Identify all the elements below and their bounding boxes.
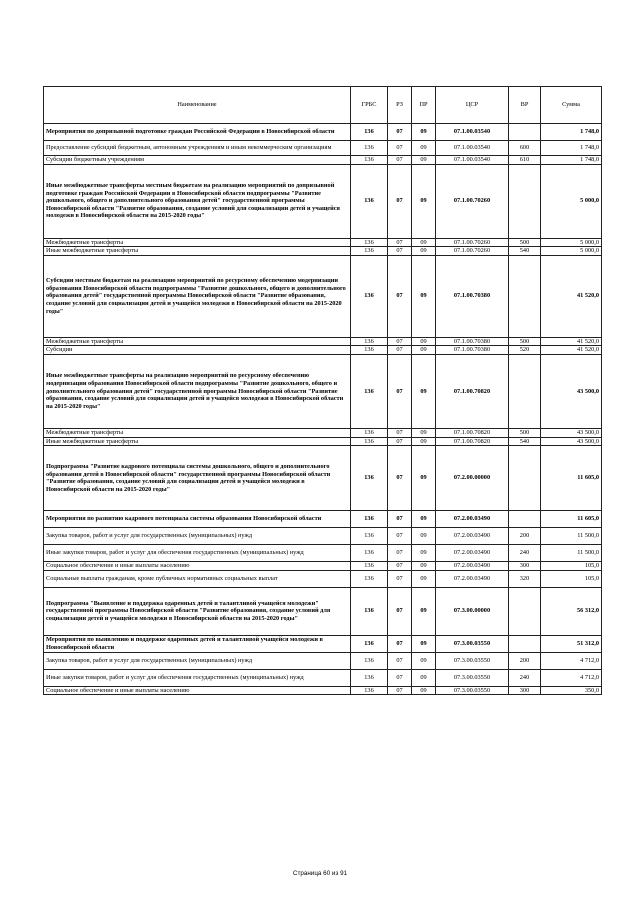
table-row (44, 669, 602, 686)
cell-rz: 07 (388, 346, 412, 355)
cell-grbs: 136 (351, 562, 388, 571)
cell-csr: 07.1.00.70260 (436, 164, 509, 238)
cell-sum: 41 520,0 (541, 346, 602, 355)
cell-rz: 07 (388, 446, 412, 511)
cell-csr: 07.1.00.70380 (436, 346, 509, 355)
cell-rz: 07 (388, 570, 412, 587)
cell-name: Социальное обеспечение и иные выплаты населению (44, 562, 351, 571)
cell-sum: 1 748,0 (541, 124, 602, 141)
cell-rz: 07 (388, 587, 412, 635)
cell-rz: 07 (388, 124, 412, 141)
cell-rz: 07 (388, 247, 412, 256)
cell-grbs: 136 (351, 446, 388, 511)
table-row (44, 570, 602, 587)
cell-grbs: 136 (351, 255, 388, 337)
table-row (44, 124, 602, 141)
cell-pr: 09 (412, 141, 436, 156)
header-grbs: ГРБС (351, 87, 388, 124)
cell-name: Иные закупки товаров, работ и услуг для обеспечения государственных (муниципальных) нужд (44, 545, 351, 562)
header-sum: Сумма (541, 87, 602, 124)
table-row (44, 428, 602, 437)
table-row (44, 437, 602, 446)
cell-rz: 07 (388, 511, 412, 528)
cell-rz: 07 (388, 528, 412, 545)
cell-grbs: 136 (351, 354, 388, 428)
table-row (44, 528, 602, 545)
cell-grbs: 136 (351, 669, 388, 686)
cell-grbs: 136 (351, 635, 388, 652)
cell-csr: 07.3.00.03550 (436, 635, 509, 652)
cell-vr: 320 (509, 570, 541, 587)
cell-grbs: 136 (351, 511, 388, 528)
cell-rz: 07 (388, 652, 412, 669)
cell-grbs: 136 (351, 238, 388, 247)
cell-csr: 07.1.00.70820 (436, 437, 509, 446)
cell-name: Закупка товаров, работ и услуг для государственных (муниципальных) нужд (44, 652, 351, 669)
cell-name: Иные межбюджетные трансферты (44, 437, 351, 446)
cell-rz: 07 (388, 562, 412, 571)
cell-grbs: 136 (351, 437, 388, 446)
table-row (44, 354, 602, 428)
table-row (44, 446, 602, 511)
table-row (44, 346, 602, 355)
cell-rz: 07 (388, 545, 412, 562)
table-row (44, 337, 602, 346)
cell-vr: 240 (509, 669, 541, 686)
cell-name: Социальное обеспечение и иные выплаты населению (44, 686, 351, 695)
cell-pr: 09 (412, 562, 436, 571)
cell-name: Субсидии местным бюджетам на реализацию мероприятий по ресурсному обеспечению модернизации образования Новосибирской области подпрограммы "Развитие дошкольного, общего и дополнительного образования детей" государственной программы Новосибирской области "Развитие образования, создание условий для социализации детей и учащейся молодежи в Новосибирской области на 2015-2020 годы" (44, 255, 351, 337)
table-row (44, 247, 602, 256)
table-row (44, 238, 602, 247)
cell-name: Межбюджетные трансферты (44, 238, 351, 247)
cell-csr: 07.1.00.70380 (436, 255, 509, 337)
cell-sum: 41 520,0 (541, 337, 602, 346)
cell-grbs: 136 (351, 156, 388, 165)
cell-vr: 240 (509, 545, 541, 562)
cell-name: Межбюджетные трансферты (44, 337, 351, 346)
cell-sum: 43 500,0 (541, 354, 602, 428)
table-row (44, 635, 602, 652)
cell-csr: 07.1.00.03540 (436, 124, 509, 141)
cell-sum: 5 000,0 (541, 247, 602, 256)
header-name: Наименование (44, 87, 351, 124)
cell-csr: 07.3.00.03550 (436, 669, 509, 686)
cell-name: Социальные выплаты гражданам, кроме публичных нормативных социальных выплат (44, 570, 351, 587)
cell-vr: 500 (509, 337, 541, 346)
cell-pr: 09 (412, 545, 436, 562)
cell-sum: 43 500,0 (541, 437, 602, 446)
cell-pr: 09 (412, 156, 436, 165)
cell-pr: 09 (412, 635, 436, 652)
cell-sum: 11 500,0 (541, 528, 602, 545)
cell-name: Иные межбюджетные трансферты (44, 247, 351, 256)
cell-vr (509, 124, 541, 141)
cell-sum: 5 000,0 (541, 164, 602, 238)
header-rz: РЗ (388, 87, 412, 124)
cell-sum: 56 312,0 (541, 587, 602, 635)
header-vr: ВР (509, 87, 541, 124)
cell-grbs: 136 (351, 247, 388, 256)
cell-pr: 09 (412, 652, 436, 669)
cell-grbs: 136 (351, 587, 388, 635)
table-row (44, 156, 602, 165)
cell-vr: 300 (509, 686, 541, 695)
table-header-row (44, 87, 602, 124)
cell-pr: 09 (412, 511, 436, 528)
cell-name: Мероприятия по развитию кадрового потенциала системы образования Новосибирской области (44, 511, 351, 528)
cell-csr: 07.2.00.03490 (436, 570, 509, 587)
cell-vr: 540 (509, 437, 541, 446)
cell-vr (509, 446, 541, 511)
cell-name: Закупка товаров, работ и услуг для государственных (муниципальных) нужд (44, 528, 351, 545)
cell-sum: 1 748,0 (541, 141, 602, 156)
cell-pr: 09 (412, 164, 436, 238)
cell-pr: 09 (412, 428, 436, 437)
cell-grbs: 136 (351, 428, 388, 437)
cell-rz: 07 (388, 354, 412, 428)
cell-vr (509, 164, 541, 238)
cell-rz: 07 (388, 141, 412, 156)
page-number: Страница 60 из 91 (292, 870, 348, 877)
cell-grbs: 136 (351, 124, 388, 141)
cell-vr (509, 354, 541, 428)
table-row (44, 511, 602, 528)
table-row (44, 545, 602, 562)
cell-rz: 07 (388, 428, 412, 437)
cell-pr: 09 (412, 437, 436, 446)
cell-pr: 09 (412, 686, 436, 695)
cell-name: Межбюджетные трансферты (44, 428, 351, 437)
cell-name: Иные закупки товаров, работ и услуг для обеспечения государственных (муниципальных) нужд (44, 669, 351, 686)
cell-name: Мероприятия по допризывной подготовке граждан Российской Федерации в Новосибирской области (44, 124, 351, 141)
cell-vr: 500 (509, 238, 541, 247)
cell-rz: 07 (388, 635, 412, 652)
cell-pr: 09 (412, 337, 436, 346)
cell-grbs: 136 (351, 570, 388, 587)
cell-vr: 300 (509, 562, 541, 571)
cell-grbs: 136 (351, 337, 388, 346)
table-row (44, 587, 602, 635)
cell-name: Субсидии бюджетным учреждениям (44, 156, 351, 165)
table-row (44, 164, 602, 238)
cell-csr: 07.1.00.70260 (436, 238, 509, 247)
cell-vr: 500 (509, 428, 541, 437)
cell-pr: 09 (412, 124, 436, 141)
header-pr: ПР (412, 87, 436, 124)
cell-rz: 07 (388, 686, 412, 695)
table-row (44, 652, 602, 669)
cell-csr: 07.3.00.03550 (436, 686, 509, 695)
cell-grbs: 136 (351, 164, 388, 238)
cell-grbs: 136 (351, 346, 388, 355)
cell-grbs: 136 (351, 545, 388, 562)
cell-rz: 07 (388, 669, 412, 686)
cell-grbs: 136 (351, 528, 388, 545)
cell-csr: 07.2.00.03490 (436, 545, 509, 562)
cell-sum: 1 748,0 (541, 156, 602, 165)
cell-name: Мероприятия по выявлению и поддержке одаренных детей и талантливой учащейся молодежи в Новосибирской области (44, 635, 351, 652)
cell-name: Субсидии (44, 346, 351, 355)
table-row (44, 141, 602, 156)
cell-vr (509, 255, 541, 337)
cell-pr: 09 (412, 238, 436, 247)
cell-csr: 07.3.00.00000 (436, 587, 509, 635)
cell-csr: 07.1.00.70820 (436, 428, 509, 437)
cell-rz: 07 (388, 238, 412, 247)
cell-grbs: 136 (351, 686, 388, 695)
cell-rz: 07 (388, 255, 412, 337)
cell-csr: 07.1.00.70820 (436, 354, 509, 428)
cell-sum: 11 605,0 (541, 446, 602, 511)
cell-vr: 610 (509, 156, 541, 165)
cell-rz: 07 (388, 164, 412, 238)
cell-pr: 09 (412, 346, 436, 355)
cell-name: Предоставление субсидий бюджетным, автономным учреждениям и иным некоммерческим организациям (44, 141, 351, 156)
cell-vr: 600 (509, 141, 541, 156)
cell-csr: 07.2.00.03490 (436, 528, 509, 545)
table-row (44, 686, 602, 695)
cell-csr: 07.1.00.70260 (436, 247, 509, 256)
cell-rz: 07 (388, 337, 412, 346)
cell-vr (509, 635, 541, 652)
cell-pr: 09 (412, 354, 436, 428)
cell-sum: 43 500,0 (541, 428, 602, 437)
cell-csr: 07.1.00.03540 (436, 141, 509, 156)
cell-name: Подпрограмма "Развитие кадрового потенциала системы дошкольного, общего и дополнительного образования детей в Новосибирской области" государственной программы Новосибирской области "Развитие образования, создание условий для социализации детей и учащейся молодежи в Новосибирской области на 2015-2020 годы" (44, 446, 351, 511)
cell-name: Иные межбюджетные трансферты местным бюджетам на реализацию мероприятий по допризывной подготовке граждан Российской Федерации в Новосибирской области подпрограммы "Развитие дошкольного, общего и дополнительного образования детей" государственной программы Новосибирской области "Развитие образования, создание условий для социализации детей и учащейся молодежи в Новосибирской области на 2015-2020 годы" (44, 164, 351, 238)
cell-pr: 09 (412, 528, 436, 545)
cell-pr: 09 (412, 446, 436, 511)
cell-pr: 09 (412, 255, 436, 337)
cell-csr: 07.2.00.03490 (436, 562, 509, 571)
cell-pr: 09 (412, 669, 436, 686)
cell-vr (509, 511, 541, 528)
cell-sum: 5 000,0 (541, 238, 602, 247)
cell-sum: 11 605,0 (541, 511, 602, 528)
cell-csr: 07.3.00.03550 (436, 652, 509, 669)
cell-name: Подпрограмма "Выявление и поддержка одаренных детей и талантливой учащейся молодежи" государственной программы Новосибирской области "Развитие образования, создание условий для социализации детей и учащейся молодежи в Новосибирской области на 2015-2020 годы" (44, 587, 351, 635)
cell-vr: 520 (509, 346, 541, 355)
cell-sum: 51 312,0 (541, 635, 602, 652)
cell-csr: 07.1.00.03540 (436, 156, 509, 165)
cell-sum: 350,0 (541, 686, 602, 695)
cell-csr: 07.2.00.00000 (436, 446, 509, 511)
cell-grbs: 136 (351, 141, 388, 156)
cell-csr: 07.2.00.03490 (436, 511, 509, 528)
header-csr: ЦСР (436, 87, 509, 124)
cell-pr: 09 (412, 587, 436, 635)
cell-pr: 09 (412, 570, 436, 587)
cell-vr: 200 (509, 528, 541, 545)
cell-sum: 105,0 (541, 570, 602, 587)
cell-sum: 4 712,0 (541, 652, 602, 669)
cell-sum: 11 500,0 (541, 545, 602, 562)
table-row (44, 562, 602, 571)
cell-rz: 07 (388, 156, 412, 165)
cell-vr (509, 587, 541, 635)
cell-sum: 105,0 (541, 562, 602, 571)
table-row (44, 255, 602, 337)
cell-csr: 07.1.00.70380 (436, 337, 509, 346)
cell-rz: 07 (388, 437, 412, 446)
cell-grbs: 136 (351, 652, 388, 669)
cell-name: Иные межбюджетные трансферты на реализацию мероприятий по ресурсному обеспечению модернизации образования Новосибирской области подпрограммы "Развитие дошкольного, общего и дополнительного образования детей" государственной программы Новосибирской области "Развитие образования, создание условий для социализации детей и учащейся молодежи в Новосибирской области на 2015-2020 годы" (44, 354, 351, 428)
cell-vr: 200 (509, 652, 541, 669)
cell-pr: 09 (412, 247, 436, 256)
cell-sum: 4 712,0 (541, 669, 602, 686)
budget-table (43, 86, 602, 695)
cell-sum: 41 520,0 (541, 255, 602, 337)
cell-vr: 540 (509, 247, 541, 256)
